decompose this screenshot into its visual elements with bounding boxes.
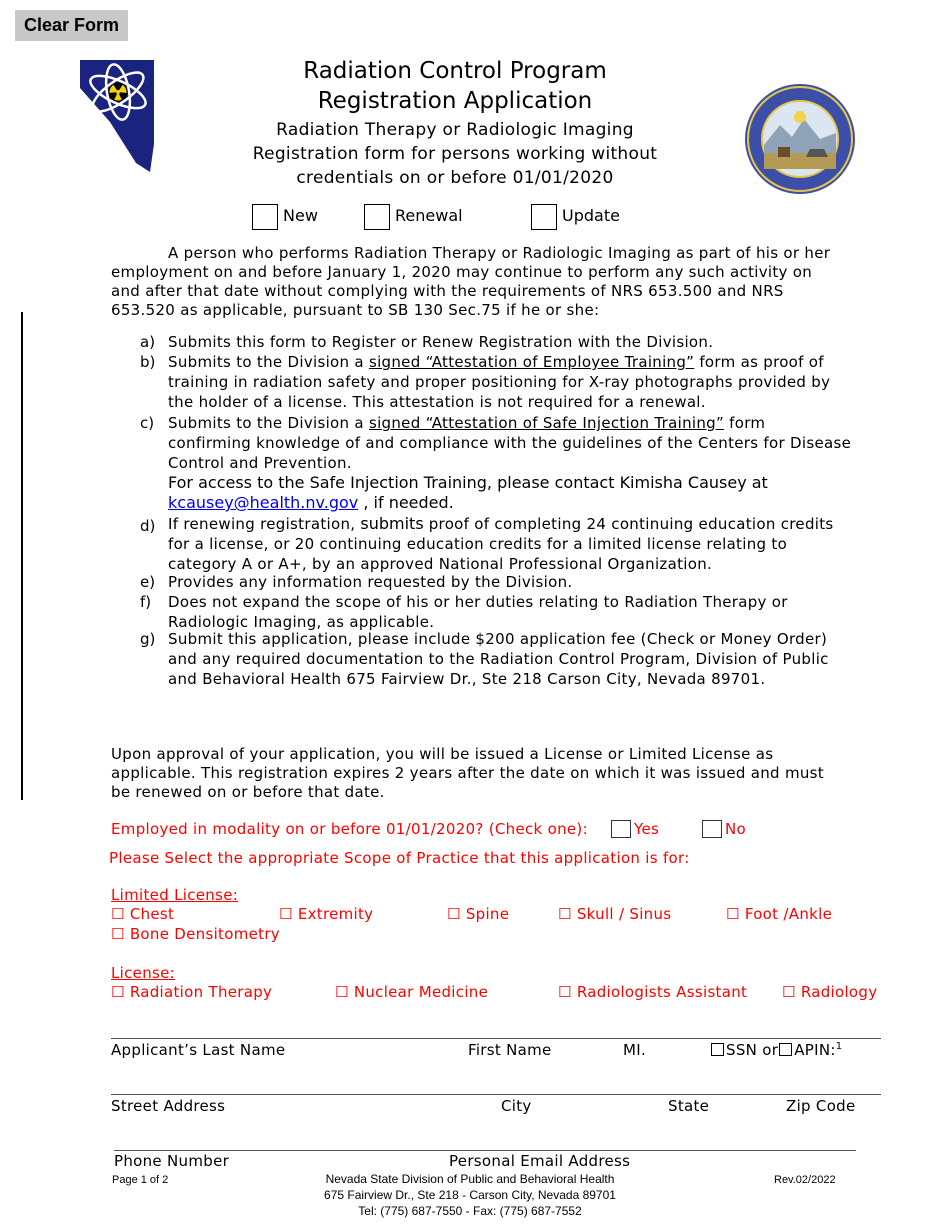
employee-training-link[interactable]: signed “Attestation of Employee Training” [368,353,695,371]
list-letter-d: d) [140,517,156,535]
limited-skull-sinus-option[interactable]: ☐ Skull / Sinus [558,905,672,923]
address-input-line[interactable] [111,1094,881,1095]
footer-line-1: Nevada State Division of Public and Behavioral Health [325,1172,615,1186]
form-title [205,56,705,116]
list-item-c [168,413,858,513]
list-g-line-1: Submit this application, please include $200 application fee (Check or Money Order) [168,630,828,648]
list-c-line-3: Control and Prevention. [168,454,352,472]
personal-email-label: Personal Email Address [449,1152,631,1170]
new-checkbox[interactable] [252,204,278,230]
list-g-line-3: and Behavioral Health 675 Fairview Dr., Ste 218 Carson City, Nevada 89701. [168,670,766,688]
license-heading: License: [111,964,176,982]
nevada-state-seal [744,83,856,195]
limited-bone-densitometry-option[interactable]: ☐ Bone Densitometry [111,925,280,943]
mi-label: MI. [623,1041,647,1059]
street-address-label: Street Address [111,1097,226,1115]
nevada-radiation-logo [80,60,156,172]
footer-line-2: 675 Fairview Dr., Ste 218 - Carson City, Nevada 89701 [324,1188,616,1202]
employed-question: Employed in modality on or before 01/01/2020? (Check one): [111,820,588,838]
new-label: New [283,206,318,225]
list-f-line-1: Does not expand the scope of his or her duties relating to Radiation Therapy or [168,593,788,611]
license-radiation-therapy-option[interactable]: ☐ Radiation Therapy [111,983,273,1001]
title-line-2: Registration Application [317,88,593,114]
list-f-line-2: Radiologic Imaging, as applicable. [168,613,435,631]
list-d-line-2: for a license, or 20 continuing education credits for a limited license relating to [168,535,788,553]
subtitle-line-3: credentials on or before 01/01/2020 [296,168,614,188]
limited-chest-option[interactable]: ☐ Chest [111,905,175,923]
clear-form-button[interactable]: Clear Form [15,10,128,41]
employed-yes-label: Yes [634,820,660,838]
approval-line-2: applicable. This registration expires 2 years after the date on which it was issued and must [111,764,824,782]
page-number: Page 1 of 2 [112,1174,169,1186]
last-name-label: Applicant’s Last Name [111,1041,286,1059]
employed-no-label: No [725,820,746,838]
list-letter-g: g) [140,630,156,648]
list-letter-a: a) [140,333,156,351]
list-letter-e: e) [140,573,156,591]
scope-prompt: Please Select the appropriate Scope of Practice that this application is for: [109,849,690,867]
contact-input-line[interactable] [114,1150,856,1151]
approval-paragraph [111,745,851,802]
list-b-post: form as proof of [694,353,824,371]
approval-line-3: be renewed on or before that date. [111,783,385,801]
limited-extremity-option[interactable]: ☐ Extremity [279,905,374,923]
list-d-pre: If renewing registration, [168,515,361,533]
apin-text: APIN: [794,1041,836,1059]
approval-line-1: Upon approval of your application, you will be issued a License or Limited License as [111,745,774,763]
list-c-line-2: confirming knowledge of and compliance with the guidelines of the Centers for Disease [168,434,852,452]
list-c-pre: Submits to the Division a [168,414,369,432]
license-nuclear-medicine-option[interactable]: ☐ Nuclear Medicine [335,983,489,1001]
intro-line-1: A person who performs Radiation Therapy or Radiologic Imaging as part of his or her [168,244,831,262]
list-d-submits: submits [360,514,424,533]
form-subtitle [175,118,735,190]
first-name-label: First Name [468,1041,552,1059]
update-label: Update [562,206,620,225]
revision-bar [21,312,23,800]
list-letter-b: b) [140,353,156,371]
list-item-a: Submits this form to Register or Renew Registration with the Division. [168,333,714,351]
list-item-d [168,514,858,574]
list-c-line-5-post: , if needed. [358,493,454,512]
list-item-g [168,629,858,689]
intro-line-3: and after that date without complying with the requirements of NRS 653.500 and NRS [111,282,784,300]
employed-yes-checkbox[interactable] [611,820,631,838]
employed-no-checkbox[interactable] [702,820,722,838]
safe-injection-training-link[interactable]: signed “Attestation of Safe Injection Training” [368,414,725,432]
revision-date: Rev.02/2022 [774,1174,836,1186]
list-c-line-4: For access to the Safe Injection Training, please contact Kimisha Causey at [168,473,768,492]
renewal-label: Renewal [395,206,463,225]
subtitle-line-2: Registration form for persons working without [252,144,658,164]
footer-line-3: Tel: (775) 687-7550 - Fax: (775) 687-7552 [358,1204,582,1218]
list-item-f [168,592,858,632]
list-d-line-3: category A or A+, by an approved National Professional Organization. [168,555,713,573]
license-radiology-option[interactable]: ☐ Radiology [782,983,878,1001]
update-checkbox[interactable] [531,204,557,230]
list-b-pre: Submits to the Division a [168,353,369,371]
ssn-checkbox[interactable] [711,1043,724,1056]
list-b-line-3: the holder of a license. This attestation is not required for a renewal. [168,393,706,411]
apin-checkbox[interactable] [779,1043,792,1056]
limited-foot-ankle-option[interactable]: ☐ Foot /Ankle [726,905,833,923]
footer-address-block [270,1171,670,1219]
list-letter-c: c) [140,414,155,432]
list-b-line-2: training in radiation safety and proper positioning for X-ray photographs provided by [168,373,831,391]
list-d-post: proof of completing 24 continuing education credits [423,515,834,533]
limited-license-heading: Limited License: [111,886,239,904]
list-g-line-2: and any required documentation to the Radiation Control Program, Division of Public [168,650,829,668]
intro-line-4: 653.520 as applicable, pursuant to SB 130 Sec.75 if he or she: [111,301,600,319]
apin-footnote: 1 [835,1041,843,1052]
phone-number-label: Phone Number [114,1152,230,1170]
list-item-b [168,352,858,412]
intro-paragraph [111,244,851,320]
title-line-1: Radiation Control Program [303,58,607,84]
intro-line-2: employment on and before January 1, 2020 may continue to perform any such activity on [111,263,813,281]
city-label: City [501,1097,532,1115]
subtitle-line-1: Radiation Therapy or Radiologic Imaging [276,120,634,140]
renewal-checkbox[interactable] [364,204,390,230]
list-item-e: Provides any information requested by the Division. [168,573,573,591]
license-radiologists-assistant-option[interactable]: ☐ Radiologists Assistant [558,983,748,1001]
name-input-line[interactable] [111,1038,881,1039]
list-c-post: form [724,414,766,432]
contact-email-link[interactable]: kcausey@health.nv.gov [168,493,359,512]
limited-spine-option[interactable]: ☐ Spine [447,905,510,923]
ssn-apin-label [711,1041,842,1059]
ssn-text: SSN or [726,1041,784,1059]
state-label: State [668,1097,710,1115]
zip-code-label: Zip Code [786,1097,856,1115]
list-letter-f: f) [140,593,152,611]
